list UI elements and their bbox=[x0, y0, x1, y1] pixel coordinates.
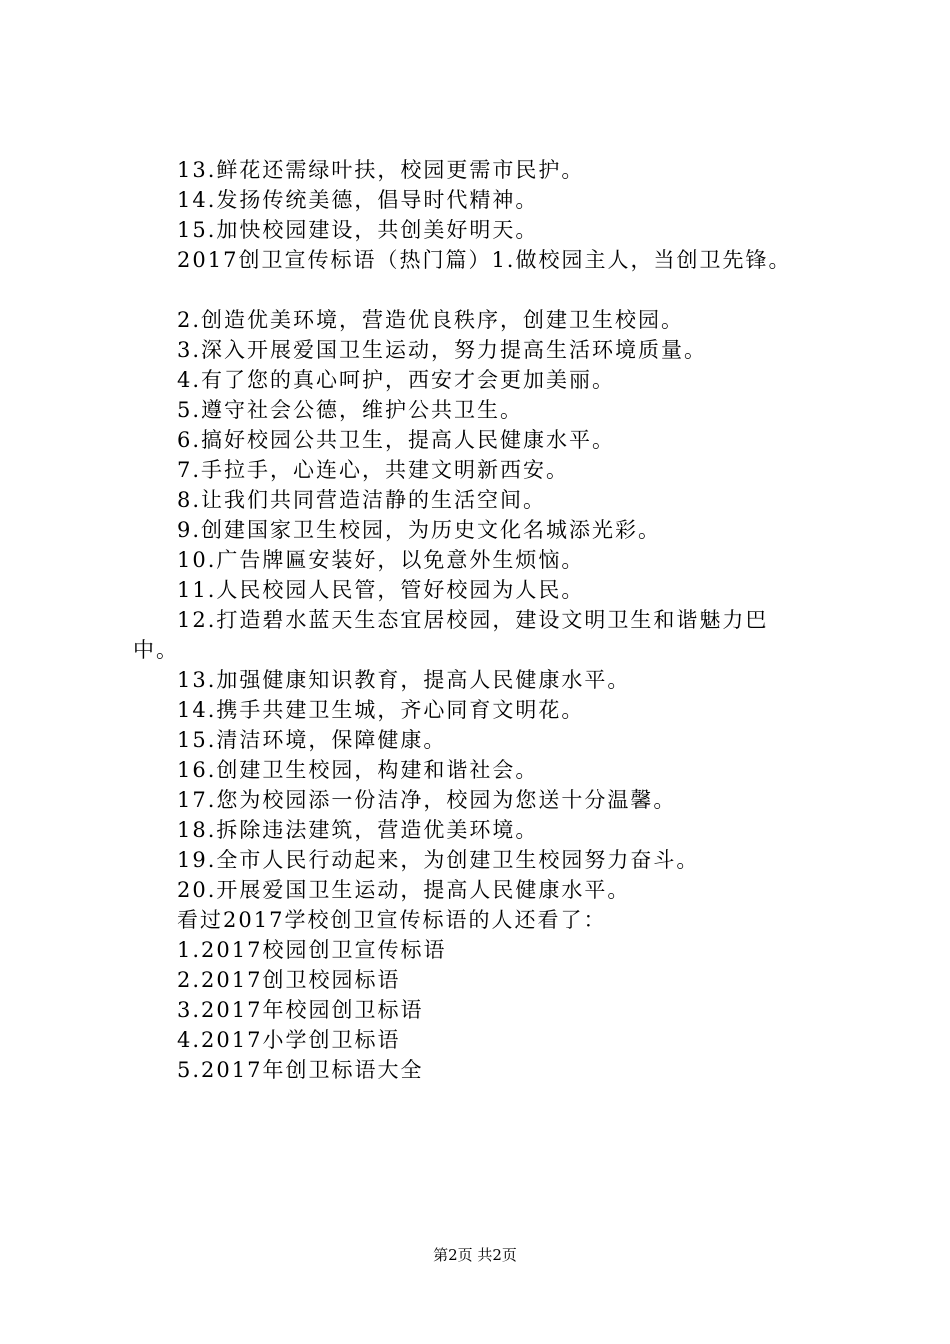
text-line: 15.清洁环境，保障健康。 bbox=[177, 728, 447, 752]
related-item: 1.2017校园创卫宣传标语 bbox=[177, 938, 447, 962]
text-line: 12.打造碧水蓝天生态宜居校园，建设文明卫生和谐魅力巴 bbox=[177, 608, 769, 632]
text-line: 15.加快校园建设，共创美好明天。 bbox=[177, 218, 539, 242]
text-line: 8.让我们共同营造洁静的生活空间。 bbox=[177, 488, 547, 512]
related-item: 3.2017年校园创卫标语 bbox=[177, 998, 424, 1022]
text-line: 19.全市人民行动起来，为创建卫生校园努力奋斗。 bbox=[177, 848, 700, 872]
related-item: 5.2017年创卫标语大全 bbox=[177, 1058, 424, 1082]
text-line: 14.携手共建卫生城，齐心同育文明花。 bbox=[177, 698, 585, 722]
text-line: 7.手拉手，心连心，共建文明新西安。 bbox=[177, 458, 570, 482]
related-item: 2.2017创卫校园标语 bbox=[177, 968, 401, 992]
text-line: 16.创建卫生校园，构建和谐社会。 bbox=[177, 758, 539, 782]
text-line: 11.人民校园人民管，管好校园为人民。 bbox=[177, 578, 585, 602]
text-line: 9.创建国家卫生校园，为历史文化名城添光彩。 bbox=[177, 518, 662, 542]
text-line: 17.您为校园添一份洁净，校园为您送十分温馨。 bbox=[177, 788, 677, 812]
text-line: 5.遵守社会公德，维护公共卫生。 bbox=[177, 398, 524, 422]
document-body bbox=[133, 155, 853, 1085]
text-line: 10.广告牌匾安装好，以免意外生烦恼。 bbox=[177, 548, 585, 572]
section-heading-line: 2017创卫宣传标语（热门篇）1.做校园主人，当创卫先锋。 bbox=[177, 248, 792, 272]
related-item: 4.2017小学创卫标语 bbox=[177, 1028, 401, 1052]
blank-line bbox=[133, 275, 853, 305]
related-heading-line: 看过2017学校创卫宣传标语的人还看了： bbox=[177, 908, 607, 932]
text-line: 3.深入开展爱国卫生运动，努力提高生活环境质量。 bbox=[177, 338, 708, 362]
text-line-continuation: 中。 bbox=[133, 638, 179, 662]
page-footer: 第2页 共2页 bbox=[433, 1246, 517, 1264]
text-line: 13.鲜花还需绿叶扶，校园更需市民护。 bbox=[177, 158, 585, 182]
text-line: 2.创造优美环境，营造优良秩序，创建卫生校园。 bbox=[177, 308, 685, 332]
text-line: 14.发扬传统美德，倡导时代精神。 bbox=[177, 188, 539, 212]
text-line: 18.拆除违法建筑，营造优美环境。 bbox=[177, 818, 539, 842]
text-line: 4.有了您的真心呵护，西安才会更加美丽。 bbox=[177, 368, 616, 392]
text-line: 20.开展爱国卫生运动，提高人民健康水平。 bbox=[177, 878, 631, 902]
text-line: 6.搞好校园公共卫生，提高人民健康水平。 bbox=[177, 428, 616, 452]
text-line: 13.加强健康知识教育，提高人民健康水平。 bbox=[177, 668, 631, 692]
